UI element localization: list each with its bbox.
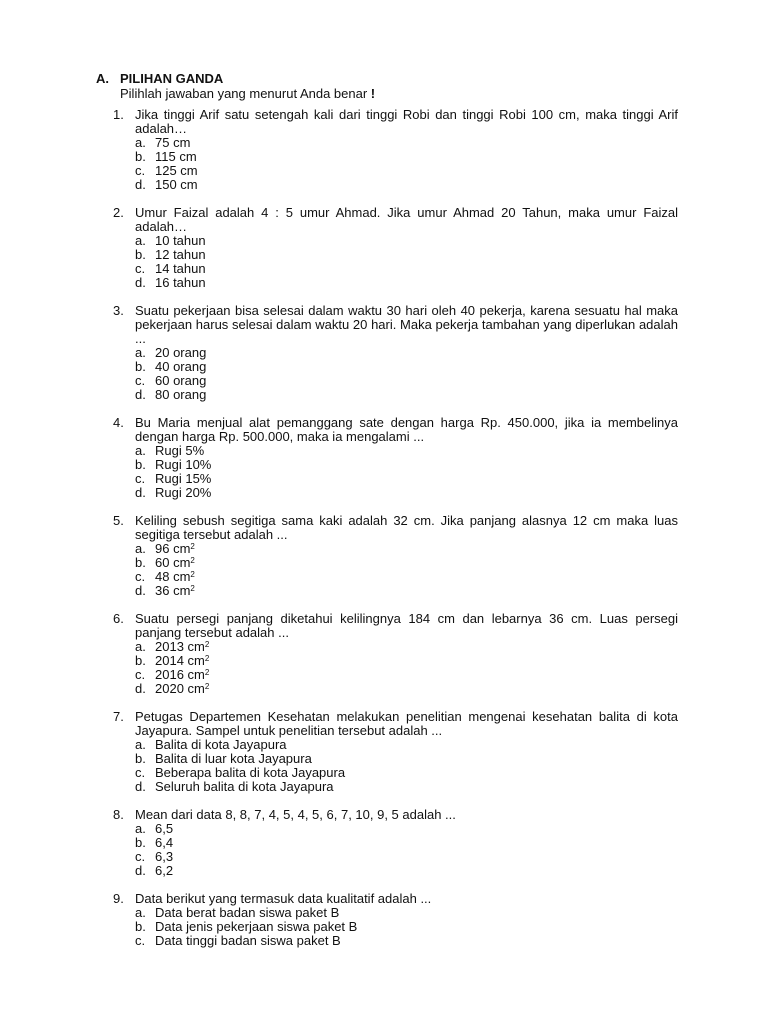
option-value: 115 cm (155, 149, 197, 164)
question-item (113, 710, 678, 794)
option-text (155, 905, 339, 920)
answer-option (135, 360, 678, 374)
question-item (113, 108, 678, 192)
option-value: 96 cm (155, 541, 191, 556)
question-item (113, 304, 678, 402)
option-list (135, 738, 678, 794)
question-item (113, 416, 678, 500)
option-text (155, 849, 173, 864)
option-letter: d. (135, 485, 146, 500)
option-value: 36 cm (155, 583, 191, 598)
option-letter: b. (135, 653, 146, 668)
option-value: Rugi 15% (155, 471, 212, 486)
question-text: Suatu persegi panjang diketahui kelilingnya 184 cm dan lebarnya 36 cm. Luas persegi panjang tersebut adalah ... (135, 611, 678, 640)
option-letter: c. (135, 667, 146, 682)
answer-option (135, 262, 678, 276)
option-text (155, 653, 209, 668)
option-letter: d. (135, 779, 146, 794)
option-value: Data jenis pekerjaan siswa paket B (155, 919, 358, 934)
answer-option (135, 836, 678, 850)
option-text (155, 751, 312, 766)
question-text: Bu Maria menjual alat pemanggang sate dengan harga Rp. 450.000, jika ia membelinya dengan harga Rp. 500.000, maka ia mengalami ... (135, 415, 678, 444)
option-value: 75 cm (155, 135, 191, 150)
option-text (155, 583, 195, 598)
answer-option (135, 654, 678, 668)
option-value: 2020 cm (155, 681, 205, 696)
answer-option (135, 178, 678, 192)
answer-option (135, 444, 678, 458)
option-value: 80 orang (155, 387, 207, 402)
option-text (155, 457, 211, 472)
option-letter: a. (135, 233, 146, 248)
option-superscript: 2 (190, 570, 195, 579)
option-letter: d. (135, 583, 146, 598)
question-number: 9. (113, 891, 124, 906)
answer-option (135, 640, 678, 654)
option-text (155, 247, 206, 262)
answer-option (135, 486, 678, 500)
option-letter: b. (135, 359, 146, 374)
option-letter: b. (135, 247, 146, 262)
question-item (113, 892, 678, 948)
question-text: Keliling sebush segitiga sama kaki adalah 32 cm. Jika panjang alasnya 12 cm maka luas segitiga tersebut adalah ... (135, 513, 678, 542)
option-letter: d. (135, 177, 146, 192)
option-letter: a. (135, 905, 146, 920)
option-text (155, 485, 211, 500)
option-value: Data berat badan siswa paket B (155, 905, 340, 920)
option-text (155, 359, 206, 374)
question-text: Mean dari data 8, 8, 7, 4, 5, 4, 5, 6, 7, 10, 9, 5 adalah ... (135, 807, 456, 822)
answer-option (135, 584, 678, 598)
option-letter: b. (135, 149, 146, 164)
question-item (113, 808, 678, 878)
option-value: 125 cm (155, 163, 198, 178)
question-number: 2. (113, 205, 124, 220)
option-text (155, 681, 209, 696)
option-text (155, 261, 206, 276)
option-letter: c. (135, 471, 146, 486)
option-superscript: 2 (190, 556, 195, 565)
option-value: Balita di luar kota Jayapura (155, 751, 312, 766)
instruction-text (120, 86, 375, 102)
question-text: Umur Faizal adalah 4 : 5 umur Ahmad. Jika umur Ahmad 20 Tahun, maka umur Faizal adalah… (135, 205, 678, 234)
option-value: Beberapa balita di kota Jayapura (155, 765, 346, 780)
section-letter: A. (96, 71, 109, 86)
answer-option (135, 668, 678, 682)
option-value: Seluruh balita di kota Jayapura (155, 779, 334, 794)
option-letter: d. (135, 275, 146, 290)
option-value: 16 tahun (155, 275, 206, 290)
option-text (155, 149, 197, 164)
option-value: Rugi 20% (155, 485, 212, 500)
answer-option (135, 570, 678, 584)
option-list (135, 906, 678, 948)
option-list (135, 346, 678, 402)
question-number: 7. (113, 709, 124, 724)
answer-option (135, 542, 678, 556)
option-text (155, 639, 209, 654)
option-value: Rugi 10% (155, 457, 212, 472)
instruction-mark: ! (370, 86, 376, 101)
option-letter: a. (135, 821, 146, 836)
option-text (155, 863, 173, 878)
instruction-body: Pilihlah jawaban yang menurut Anda benar (120, 86, 368, 101)
option-list (135, 640, 678, 696)
question-item (113, 514, 678, 598)
answer-option (135, 276, 678, 290)
option-text (155, 163, 198, 178)
option-letter: b. (135, 457, 146, 472)
question-number: 3. (113, 303, 124, 318)
question-number: 6. (113, 611, 124, 626)
option-text (155, 667, 209, 682)
answer-option (135, 780, 678, 794)
option-text (155, 555, 195, 570)
answer-option (135, 234, 678, 248)
option-text (155, 541, 195, 556)
option-value: 6,4 (155, 835, 174, 850)
option-superscript: 2 (190, 542, 195, 551)
option-text (155, 471, 211, 486)
question-text: Suatu pekerjaan bisa selesai dalam waktu 30 hari oleh 40 pekerja, karena sesuatu hal maka pekerjaan harus selesai dalam waktu 20 hari. Maka pekerja tambahan yang diperlukan adalah ... (135, 303, 678, 346)
option-value: 6,5 (155, 821, 174, 836)
option-text (155, 765, 345, 780)
question-number: 8. (113, 807, 124, 822)
option-letter: a. (135, 135, 146, 150)
option-value: 150 cm (155, 177, 198, 192)
answer-option (135, 934, 678, 948)
option-value: 2014 cm (155, 653, 205, 668)
option-text (155, 821, 173, 836)
question-item (113, 612, 678, 696)
option-text (155, 233, 206, 248)
option-letter: a. (135, 541, 146, 556)
option-value: Data tinggi badan siswa paket B (155, 933, 341, 948)
question-number: 1. (113, 107, 124, 122)
option-letter: d. (135, 387, 146, 402)
option-list (135, 136, 678, 192)
option-text (155, 835, 173, 850)
answer-option (135, 388, 678, 402)
option-value: 14 tahun (155, 261, 206, 276)
option-value: Balita di kota Jayapura (155, 737, 287, 752)
option-value: 20 orang (155, 345, 207, 360)
option-text (155, 443, 204, 458)
option-superscript: 2 (204, 640, 210, 649)
section-title: PILIHAN GANDA (120, 71, 224, 86)
section-heading (96, 71, 223, 87)
answer-option (135, 822, 678, 836)
option-letter: b. (135, 751, 146, 766)
question-number: 4. (113, 415, 124, 430)
answer-option (135, 766, 678, 780)
option-superscript: 2 (204, 682, 210, 691)
option-text (155, 919, 357, 934)
question-item (113, 206, 678, 290)
option-letter: a. (135, 443, 146, 458)
option-text (155, 373, 206, 388)
option-letter: c. (135, 373, 146, 388)
answer-option (135, 752, 678, 766)
answer-option (135, 864, 678, 878)
answer-option (135, 136, 678, 150)
answer-option (135, 374, 678, 388)
option-letter: d. (135, 681, 146, 696)
option-text (155, 387, 206, 402)
option-letter: b. (135, 835, 146, 850)
option-text (155, 933, 341, 948)
option-text (155, 275, 206, 290)
answer-option (135, 682, 678, 696)
question-text: Petugas Departemen Kesehatan melakukan penelitian mengenai kesehatan balita di kota Jayapura. Sampel untuk penelitian tersebut adalah ... (135, 709, 678, 738)
option-list (135, 234, 678, 290)
option-value: 48 cm (155, 569, 191, 584)
answer-option (135, 850, 678, 864)
option-value: 6,2 (155, 863, 174, 878)
option-text (155, 177, 198, 192)
answer-option (135, 164, 678, 178)
option-list (135, 444, 678, 500)
question-text: Data berikut yang termasuk data kualitatif adalah ... (135, 891, 432, 906)
option-letter: d. (135, 863, 146, 878)
option-superscript: 2 (204, 668, 210, 677)
option-value: 2013 cm (155, 639, 205, 654)
option-letter: c. (135, 933, 146, 948)
answer-option (135, 346, 678, 360)
option-value: 12 tahun (155, 247, 206, 262)
option-letter: c. (135, 569, 146, 584)
option-value: Rugi 5% (155, 443, 205, 458)
question-text: Jika tinggi Arif satu setengah kali dari tinggi Robi dan tinggi Robi 100 cm, maka tinggi Arif adalah… (135, 107, 678, 136)
option-text (155, 569, 195, 584)
option-letter: c. (135, 163, 146, 178)
option-text (155, 737, 287, 752)
option-text (155, 345, 206, 360)
answer-option (135, 472, 678, 486)
answer-option (135, 458, 678, 472)
option-letter: c. (135, 765, 146, 780)
option-letter: a. (135, 639, 146, 654)
option-list (135, 542, 678, 598)
question-number: 5. (113, 513, 124, 528)
option-letter: b. (135, 919, 146, 934)
option-text (155, 135, 190, 150)
option-superscript: 2 (190, 584, 195, 593)
option-value: 10 tahun (155, 233, 206, 248)
option-value: 40 orang (155, 359, 207, 374)
option-letter: a. (135, 737, 146, 752)
option-letter: c. (135, 849, 146, 864)
option-letter: a. (135, 345, 146, 360)
answer-option (135, 738, 678, 752)
option-text (155, 779, 334, 794)
option-value: 60 cm (155, 555, 191, 570)
answer-option (135, 906, 678, 920)
option-value: 6,3 (155, 849, 174, 864)
answer-option (135, 150, 678, 164)
answer-option (135, 920, 678, 934)
answer-option (135, 248, 678, 262)
option-superscript: 2 (204, 654, 210, 663)
option-value: 2016 cm (155, 667, 205, 682)
option-letter: b. (135, 555, 146, 570)
option-list (135, 822, 678, 878)
option-letter: c. (135, 261, 146, 276)
answer-option (135, 556, 678, 570)
option-value: 60 orang (155, 373, 207, 388)
